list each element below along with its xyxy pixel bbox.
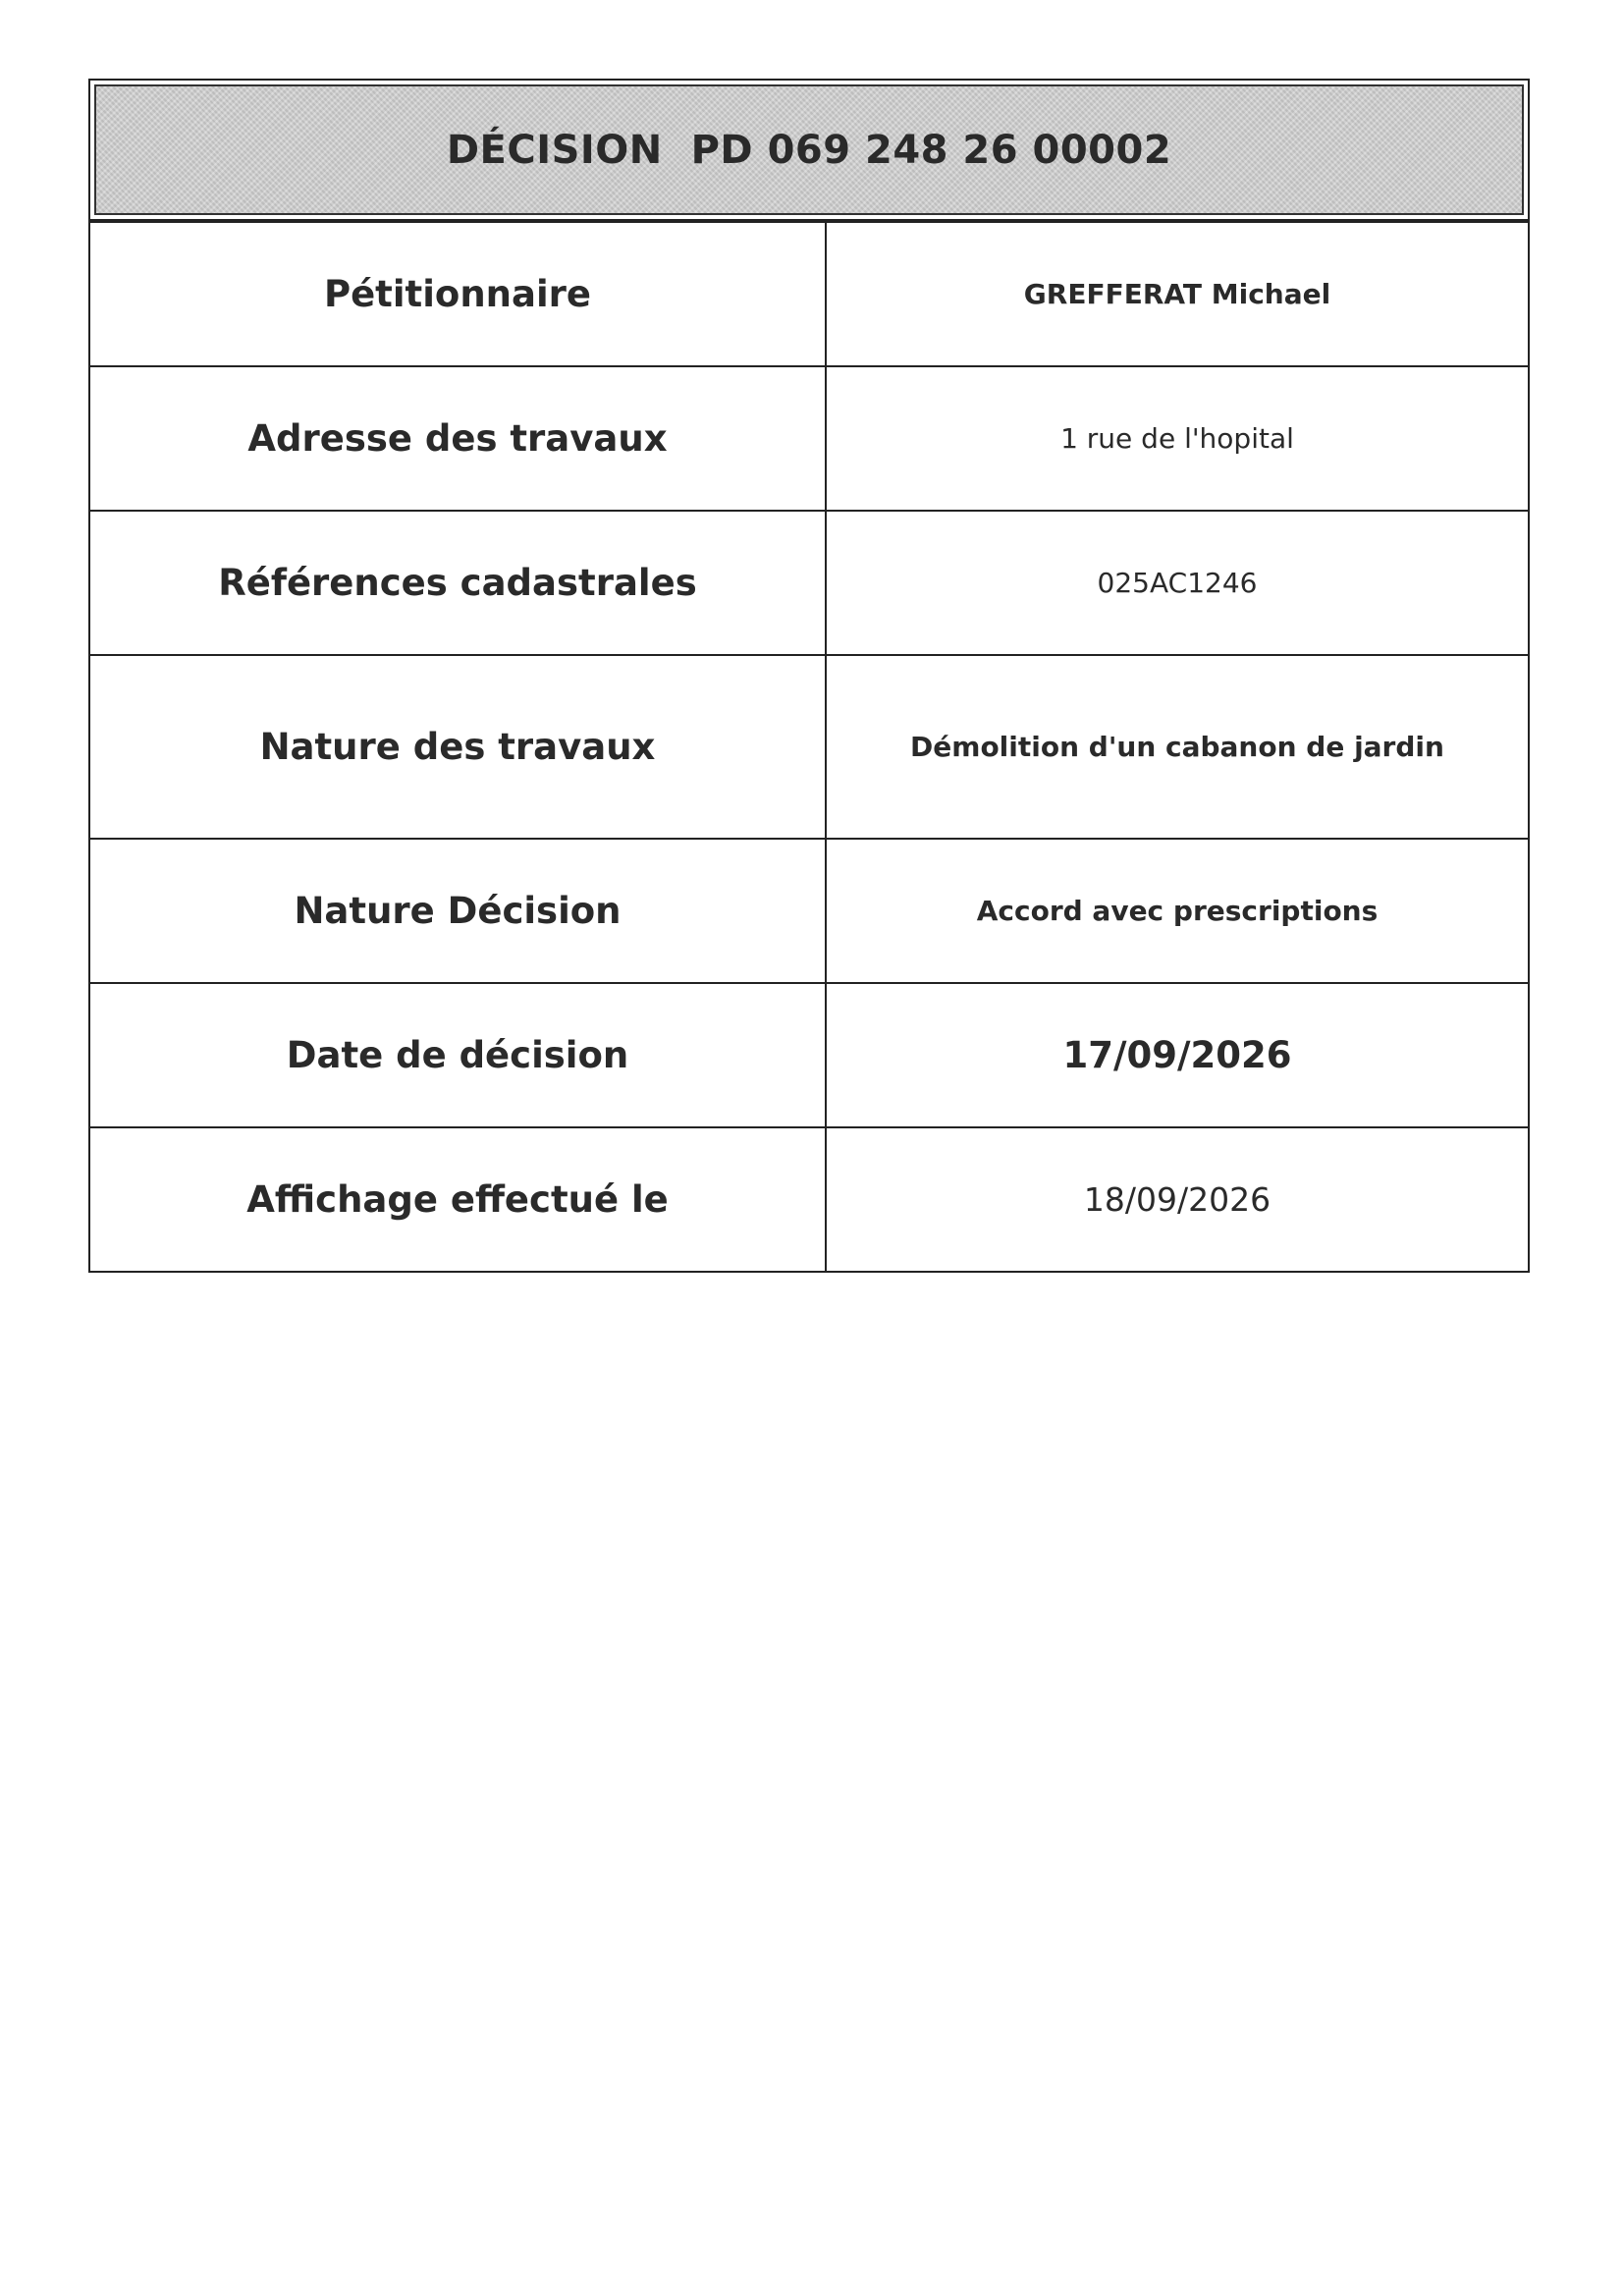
row-label-adresse: Adresse des travaux: [89, 366, 826, 511]
row-label-date-decision: Date de décision: [89, 983, 826, 1127]
row-value-affichage: 18/09/2026: [826, 1127, 1529, 1272]
row-label-nature-travaux: Nature des travaux: [89, 655, 826, 839]
row-value-date-decision: 17/09/2026: [826, 983, 1529, 1127]
table-row-affichage: [89, 1127, 1529, 1272]
row-label-nature-decision: Nature Décision: [89, 839, 826, 983]
row-label-petitionnaire: Pétitionnaire: [89, 222, 826, 366]
title-banner: [88, 79, 1530, 221]
table-row-petitionnaire: [89, 222, 1529, 366]
table-row-nature-travaux: [89, 655, 1529, 839]
row-value-references: 025AC1246: [826, 511, 1529, 655]
row-label-references: Références cadastrales: [89, 511, 826, 655]
row-label-affichage: Affichage effectué le: [89, 1127, 826, 1272]
table-row-adresse: [89, 366, 1529, 511]
table-row-date-decision: [89, 983, 1529, 1127]
title-banner-inner: [94, 84, 1524, 215]
document-title: DÉCISION PD 069 248 26 00002: [446, 127, 1172, 173]
row-value-petitionnaire: GREFFERAT Michael: [826, 222, 1529, 366]
table-row-nature-decision: [89, 839, 1529, 983]
row-value-nature-travaux: Démolition d'un cabanon de jardin: [826, 655, 1529, 839]
row-value-nature-decision: Accord avec prescriptions: [826, 839, 1529, 983]
row-value-adresse: 1 rue de l'hopital: [826, 366, 1529, 511]
decision-sheet: [88, 79, 1530, 1273]
table-row-references: [89, 511, 1529, 655]
decision-info-table: [88, 221, 1530, 1273]
